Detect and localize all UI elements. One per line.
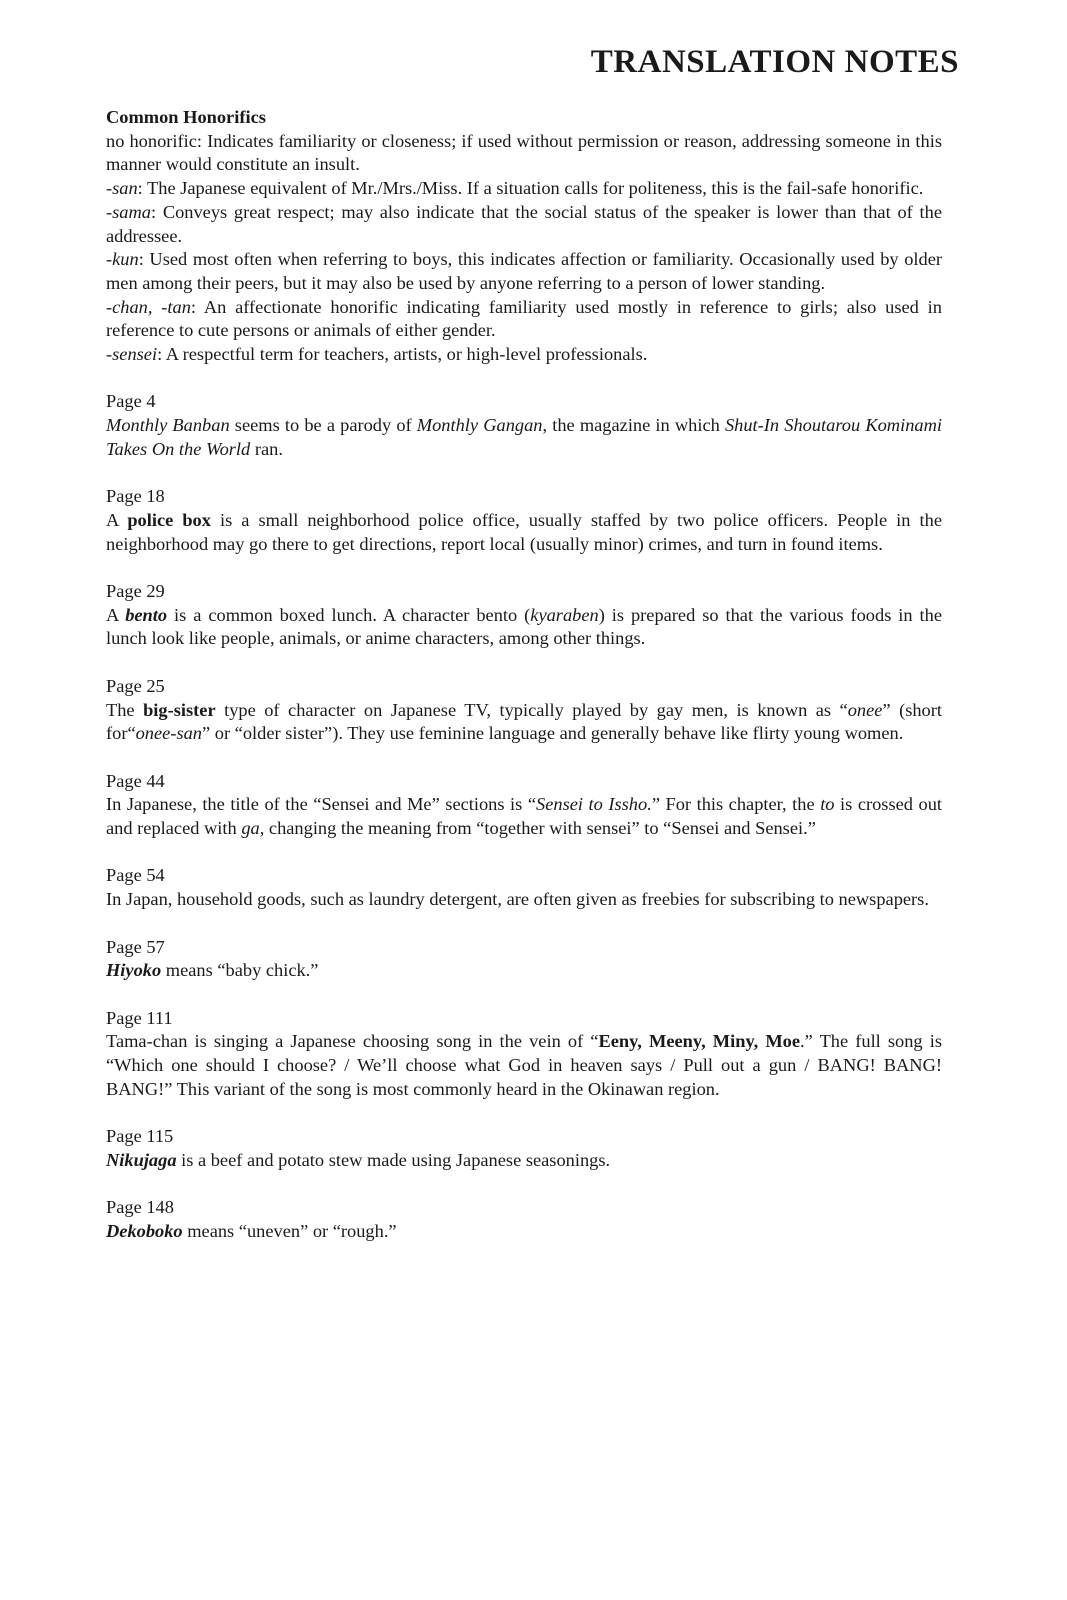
note-page-44 (106, 770, 942, 841)
honorific-definition: The Japanese equivalent of Mr./Mrs./Miss. If a situation calls for politeness, this is the fail-safe honorific. (147, 178, 924, 199)
honorific-term: -sensei (106, 344, 158, 365)
note-page-number: Page 54 (106, 865, 165, 886)
note-page-111 (106, 1007, 942, 1102)
note-page-54 (106, 864, 942, 911)
note-text: Hiyoko means “baby chick.” (106, 960, 319, 981)
note-text: In Japanese, the title of the “Sensei and Me” sections is “Sensei to Issho.” For this chapter, the to is crossed out and replaced with ga, changing the meaning from “together with sensei” to “Sensei and Sensei.” (106, 794, 943, 839)
note-text: Nikujaga is a beef and potato stew made using Japanese seasonings. (106, 1149, 611, 1170)
note-page-number: Page 18 (106, 486, 165, 507)
note-page-25 (106, 675, 942, 746)
honorifics-heading: Common Honorifics (106, 107, 266, 127)
note-text: A bento is a common boxed lunch. A character bento (kyaraben) is prepared so that the various foods in the lunch look like people, animals, or anime characters, among other things. (106, 604, 942, 649)
note-page-29 (106, 580, 942, 651)
note-page-number: Page 148 (106, 1197, 174, 1218)
note-text: Dekoboko means “uneven” or “rough.” (106, 1220, 397, 1241)
honorific-term: -san (106, 178, 138, 199)
note-text: In Japan, household goods, such as laundry detergent, are often given as freebies for subscribing to newspapers. (106, 889, 929, 910)
note-page-number: Page 29 (106, 581, 165, 602)
note-page-115 (106, 1125, 942, 1172)
note-page-number: Page 111 (106, 1007, 173, 1028)
note-page-4 (106, 390, 942, 461)
note-page-57 (106, 936, 942, 983)
honorific-definition: An affectionate honorific indicating familiarity used mostly in reference to girls; also used in reference to cute persons or animals of either gender. (106, 296, 942, 341)
honorific-definition: Conveys great respect; may also indicate that the social status of the speaker is lower than that of the addressee. (106, 201, 942, 246)
note-page-number: Page 25 (106, 675, 165, 696)
honorific-entry-sensei: -sensei: A respectful term for teachers, artists, or high-level professionals. (106, 344, 648, 365)
note-page-number: Page 57 (106, 936, 165, 957)
note-text: Tama-chan is singing a Japanese choosing song in the vein of “Eeny, Meeny, Miny, Moe.” The full song is “Which one should I choose? / We’ll choose what God in heaven says / Pull out a gun / BANG! BANG! BANG!” This variant of the song is most commonly heard in the Okinawan region. (106, 1031, 942, 1099)
honorific-definition: A respectful term for teachers, artists, or high-level professionals. (165, 344, 648, 365)
honorific-entry-none: no honorific: Indicates familiarity or closeness; if used without permission or reason, addressing someone in this manner would constitute an insult. (106, 130, 942, 175)
note-page-18 (106, 485, 942, 556)
note-text: The big-sister type of character on Japanese TV, typically played by gay men, is known as “onee” (short for“onee-san” or “older sister”). They use feminine language and generally behave like flirty young women. (106, 699, 942, 744)
honorific-term: no honorific (106, 130, 197, 151)
honorific-entry-chan-tan: -chan, -tan: An affectionate honorific indicating familiarity used mostly in reference to girls; also used in reference to cute persons or animals of either gender. (106, 296, 942, 341)
note-page-number: Page 44 (106, 770, 165, 791)
notes-content (106, 106, 942, 1244)
honorifics-section (106, 106, 942, 367)
honorific-term: -chan, -tan (106, 296, 191, 317)
page-title: TRANSLATION NOTES (590, 44, 959, 80)
note-page-number: Page 115 (106, 1126, 174, 1147)
honorific-term: -kun (106, 249, 139, 270)
honorific-definition: Indicates familiarity or closeness; if used without permission or reason, addressing someone in this manner would constitute an insult. (106, 130, 942, 175)
note-page-148 (106, 1196, 942, 1243)
honorific-entry-san: -san: The Japanese equivalent of Mr./Mrs./Miss. If a situation calls for politeness, this is the fail-safe honorific. (106, 178, 924, 199)
honorific-entry-kun: -kun: Used most often when referring to boys, this indicates affection or familiarity. Occasionally used by older men among their peers, but it may also be used by anyone referring to a person of lower standing. (106, 249, 942, 293)
note-text: Monthly Banban seems to be a parody of Monthly Gangan, the magazine in which Shut-In Shoutarou Kominami Takes On the World ran. (106, 415, 942, 459)
note-text: A police box is a small neighborhood police office, usually staffed by two police officers. People in the neighborhood may go there to get directions, report local (usually minor) crimes, and turn in found items. (106, 509, 942, 554)
note-page-number: Page 4 (106, 391, 156, 412)
honorific-term: -sama (106, 201, 151, 222)
honorific-entry-sama: -sama: Conveys great respect; may also indicate that the social status of the speaker is lower than that of the addressee. (106, 201, 942, 246)
honorific-definition: Used most often when referring to boys, this indicates affection or familiarity. Occasionally used by older men among their peers, but it may also be used by anyone referring to a person of lower standing. (106, 249, 942, 293)
